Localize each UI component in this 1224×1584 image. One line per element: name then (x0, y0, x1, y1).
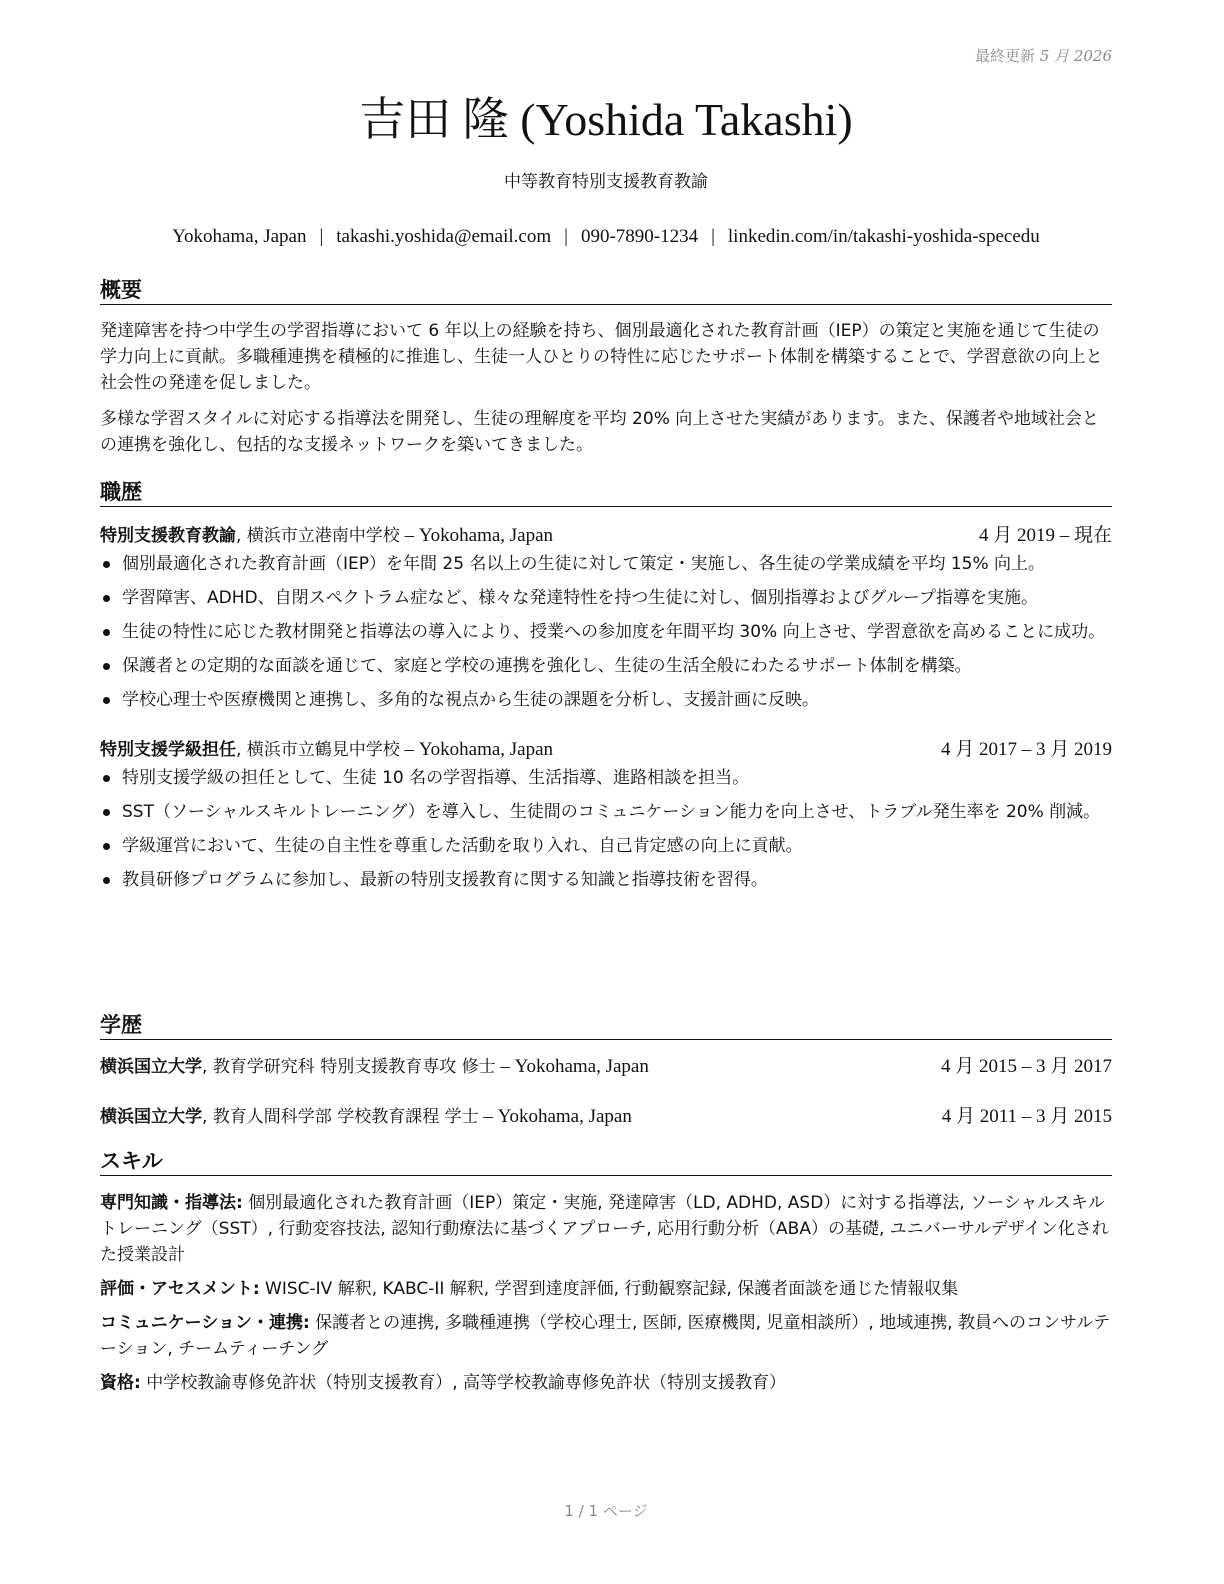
education-dates: 4 月 2015 – 3 月 2017 (940, 1056, 1112, 1077)
summary-section (100, 276, 1112, 458)
job-role: 特別支援教育教諭 (100, 526, 236, 546)
job-bullet: SST（ソーシャルスキルトレーニング）を導入し、生徒間のコミュニケーション能力を向上させ、トラブル発生率を 20% 削減。 (100, 799, 1112, 825)
education-entry (100, 1104, 1112, 1130)
job-bullet: 生徒の特性に応じた教材開発と指導法の導入により、授業への参加度を年間平均 30% 向上させ、学習意欲を高めることに成功。 (100, 619, 1112, 645)
job-dates: 4 月 2017 – 3 月 2019 (940, 739, 1112, 760)
education-school: 横浜国立大学 (100, 1107, 202, 1127)
skill-item (100, 1310, 1112, 1362)
section-title: 職歴 (100, 478, 1112, 507)
education-section (100, 1011, 1112, 1130)
contact-separator: | (319, 226, 324, 247)
skill-label: 専門知識・指導法: (100, 1193, 243, 1213)
job-header (100, 523, 1112, 549)
contact-email[interactable]: takashi.yoshida@email.com (336, 226, 552, 247)
job-bullet: 学習障害、ADHD、自閉スペクトラム症など、様々な発達特性を持つ生徒に対し、個別指導およびグループ指導を実施。 (100, 585, 1112, 611)
section-title: 学歴 (100, 1011, 1112, 1040)
skills-section (100, 1147, 1112, 1396)
candidate-headline: 中等教育特別支援教育教諭 (504, 172, 708, 192)
skill-text: 中学校教諭専修免許状（特別支援教育）, 高等学校教諭専修免許状（特別支援教育） (140, 1373, 787, 1393)
last-updated: 最終更新 5 月 2026 (974, 47, 1112, 65)
skill-text: 個別最適化された教育計画（IEP）策定・実施, 発達障害（LD, ADHD, ASD）に対する指導法, ソーシャルスキルトレーニング（SST）, 行動変容技法, 認知行動療法に基づくアプローチ, 応用行動分析（ABA）の基礎, ユニバーサルデザイン化された授業設計 (100, 1193, 1109, 1265)
page-number: 1 / 1 ページ (564, 1502, 648, 1520)
job-entry (100, 523, 1112, 713)
job-location: – Yokohama, Japan (399, 525, 554, 546)
job-bullet: 特別支援学級の担任として、生徒 10 名の学習指導、生活指導、進路相談を担当。 (100, 765, 1112, 791)
job-dates: 4 月 2019 – 現在 (978, 525, 1112, 546)
section-title: スキル (100, 1147, 1112, 1176)
education-dates: 4 月 2011 – 3 月 2015 (941, 1106, 1112, 1127)
education-school: 横浜国立大学 (100, 1057, 202, 1077)
skill-label: 資格: (100, 1373, 141, 1393)
summary-paragraph: 発達障害を持つ中学生の学習指導において 6 年以上の経験を持ち、個別最適化された教育計画（IEP）の策定と実施を通じて生徒の学力向上に貢献。多職種連携を積極的に推進し、生徒一人ひとりの特性に応じたサポート体制を構築することで、学習意欲の向上と社会性の発達を促しました。 (100, 321, 1103, 393)
education-entry (100, 1054, 1112, 1080)
education-detail: , 教育人間科学部 学校教育課程 学士 (202, 1107, 479, 1127)
job-header (100, 737, 1112, 763)
contact-line (100, 224, 1112, 250)
job-bullet: 教員研修プログラムに参加し、最新の特別支援教育に関する知識と指導技術を習得。 (100, 867, 1112, 893)
experience-section (100, 478, 1112, 893)
contact-location: Yokohama, Japan (172, 226, 307, 247)
job-bullet: 保護者との定期的な面談を通じて、家庭と学校の連携を強化し、生徒の生活全般にわたるサポート体制を構築。 (100, 653, 1112, 679)
section-title: 概要 (100, 276, 1112, 305)
skill-item (100, 1190, 1112, 1268)
skill-label: コミュニケーション・連携: (100, 1313, 310, 1333)
job-bullet: 学校心理士や医療機関と連携し、多角的な視点から生徒の課題を分析し、支援計画に反映。 (100, 687, 1112, 713)
job-org: , 横浜市立港南中学校 (236, 526, 400, 546)
job-bullets (100, 551, 1112, 713)
skill-text: 保護者との連携, 多職種連携（学校心理士, 医師, 医療機関, 児童相談所）, 地域連携, 教員へのコンサルテーション, チームティーチング (100, 1313, 1111, 1359)
education-location: – Yokohama, Japan (478, 1106, 632, 1127)
job-entry (100, 737, 1112, 893)
job-org: , 横浜市立鶴見中学校 (236, 740, 400, 760)
skill-item (100, 1370, 1112, 1396)
contact-linkedin[interactable]: linkedin.com/in/takashi-yoshida-specedu (727, 226, 1040, 247)
education-location: – Yokohama, Japan (495, 1056, 649, 1077)
candidate-name: 吉田 隆 (Yoshida Takashi) (359, 94, 853, 145)
job-bullet: 学級運営において、生徒の自主性を尊重した活動を取り入れ、自己肯定感の向上に貢献。 (100, 833, 1112, 859)
summary-paragraph: 多様な学習スタイルに対応する指導法を開発し、生徒の理解度を平均 20% 向上させた実績があります。また、保護者や地域社会との連携を強化し、包括的な支援ネットワークを築いてきました。 (100, 409, 1099, 455)
job-role: 特別支援学級担任 (100, 740, 236, 760)
contact-separator: | (564, 226, 568, 247)
skill-label: 評価・アセスメント: (100, 1279, 260, 1299)
contact-separator: | (711, 226, 715, 247)
skill-item (100, 1276, 1112, 1302)
contact-phone: 090-7890-1234 (580, 226, 699, 247)
job-bullet: 個別最適化された教育計画（IEP）を年間 25 名以上の生徒に対して策定・実施し、各生徒の学業成績を平均 15% 向上。 (100, 551, 1112, 577)
resume-page (100, 0, 1112, 1584)
education-detail: , 教育学研究科 特別支援教育専攻 修士 (202, 1057, 496, 1077)
job-location: – Yokohama, Japan (399, 739, 554, 760)
skill-text: WISC-IV 解釈, KABC-II 解釈, 学習到達度評価, 行動観察記録, 保護者面談を通じた情報収集 (259, 1279, 959, 1299)
job-bullets (100, 765, 1112, 893)
